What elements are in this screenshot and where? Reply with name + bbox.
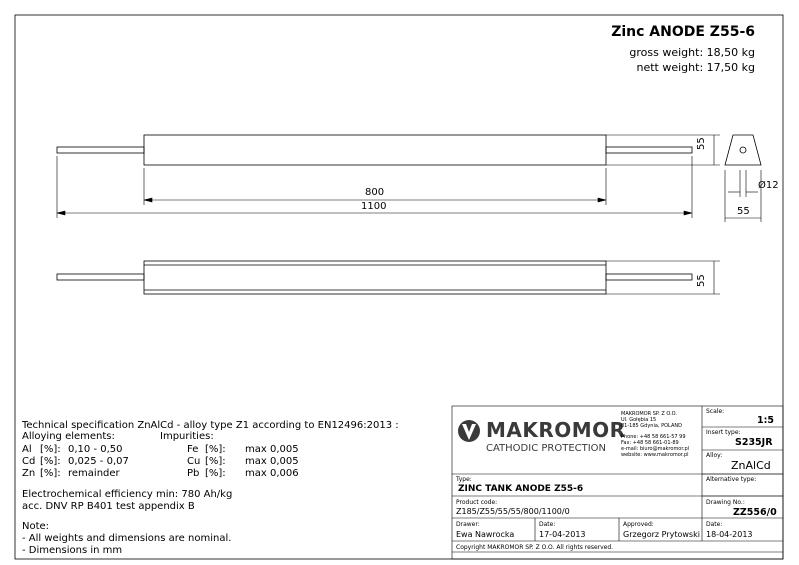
company-address [621,411,689,458]
company-line: Phone: +48 58 661-57 99 [621,433,686,440]
company-line: Ul. Gołębia 15 [621,417,657,424]
date-approved-label: Date: [706,521,723,528]
product-code-value: Z185/Z55/55/55/800/1100/0 [456,507,570,516]
insert-value: S235JR [735,437,773,448]
drawer-value: Ewa Nawrocka [456,530,515,539]
drawing-frame [15,15,783,559]
gross-weight: gross weight: 18,50 kg [629,46,755,59]
nett-weight: nett weight: 17,50 kg [636,61,755,74]
anode-body-top [144,135,606,165]
approved-value: Grzegorz Prytowski [623,530,700,539]
impurity-val: max 0,006 [245,468,299,479]
company-logo-subtitle: CATHODIC PROTECTION [486,443,607,454]
alloy-value: ZnAlCd [731,459,771,472]
alloy-label: Alloy: [706,452,723,459]
product-code-label: Product code: [456,499,498,506]
impurity-el: Pb [187,468,200,479]
standard-text: acc. DNV RP B401 test appendix B [22,501,195,512]
drawer-label: Drawer: [456,521,480,528]
insert-right-top [606,147,692,153]
drawing-no-value: ZZ556/0 [733,507,777,518]
company-line: e-mail: biuro@makromor.pl [621,446,690,453]
alloy-val: 0,025 - 0,07 [68,456,129,467]
impurity-unit: [%]: [205,444,226,455]
date-approved-value: 18-04-2013 [706,530,753,539]
insert-left-front [57,274,144,280]
alloy-el: Cd [22,456,36,467]
anode-section-view [725,135,761,165]
date-drawn-label: Date: [539,521,556,528]
anode-body-front [144,261,606,294]
company-logo-text: MAKROMOR [486,418,626,442]
note-item: - All weights and dimensions are nominal. [22,533,232,544]
dim-hole-label: Ø12 [758,180,779,191]
insert-left-top [57,147,144,153]
dim-1100-label: 1100 [361,201,387,212]
approved-label: Approved: [623,521,654,528]
alloying-header: Alloying elements: [22,431,115,442]
dim-height-bottom-label: 55 [696,274,707,287]
spec-title: Technical specification ZnAlCd - alloy type Z1 according to EN12496:2013 : [22,420,399,431]
impurity-el: Fe [187,444,199,455]
dim-width-label: 55 [737,206,750,217]
anode-front-view [57,261,692,294]
company-line: website: www.makromor.pl [621,452,689,459]
drawing-no-label: Drawing No.: [706,499,745,506]
insert-right-front [606,274,692,280]
impurity-unit: [%]: [205,468,226,479]
makromor-logo-mark [458,420,480,442]
company-line: Fax: +48 58 661-01-89 [621,439,679,446]
impurity-val: max 0,005 [245,444,299,455]
scale-value: 1:5 [757,415,775,426]
alloy-unit: [%]: [40,444,61,455]
impurity-unit: [%]: [205,456,226,467]
anode-top-view [57,135,692,165]
efficiency-text: Electrochemical efficiency min: 780 Ah/kg [22,489,233,500]
alloy-el: Zn [22,468,36,479]
date-drawn-value: 17-04-2013 [539,530,586,539]
alloy-val: remainder [68,468,120,479]
company-line: MAKROMOR SP. Z O.O. [621,411,677,417]
note-title: Note: [22,521,50,532]
dim-hole [728,170,758,197]
impurity-val: max 0,005 [245,456,299,467]
dim-height-top-label: 55 [696,137,707,150]
dim-800-label: 800 [365,187,385,198]
alloy-val: 0,10 - 0,50 [68,444,123,455]
note-item: - Dimensions in mm [22,545,123,556]
alloy-unit: [%]: [40,468,61,479]
copyright-text: Copyright MAKROMOR SP. Z O.O. All rights reserved. [456,544,614,551]
insert-label: Insert type: [706,429,741,436]
scale-label: Scale: [706,408,725,415]
impurities-header: Impurities: [160,431,214,442]
alloy-el: Al [22,444,32,455]
impurity-el: Cu [187,456,201,467]
drawing-title: Zinc ANODE Z55-6 [611,24,755,40]
type-value: ZINC TANK ANODE Z55-6 [458,484,584,494]
type-label: Type: [456,476,472,483]
alt-type-label: Alternative type: [706,476,757,483]
alloy-unit: [%]: [40,456,61,467]
company-line: 81-185 Gdynia, POLAND [621,423,682,430]
